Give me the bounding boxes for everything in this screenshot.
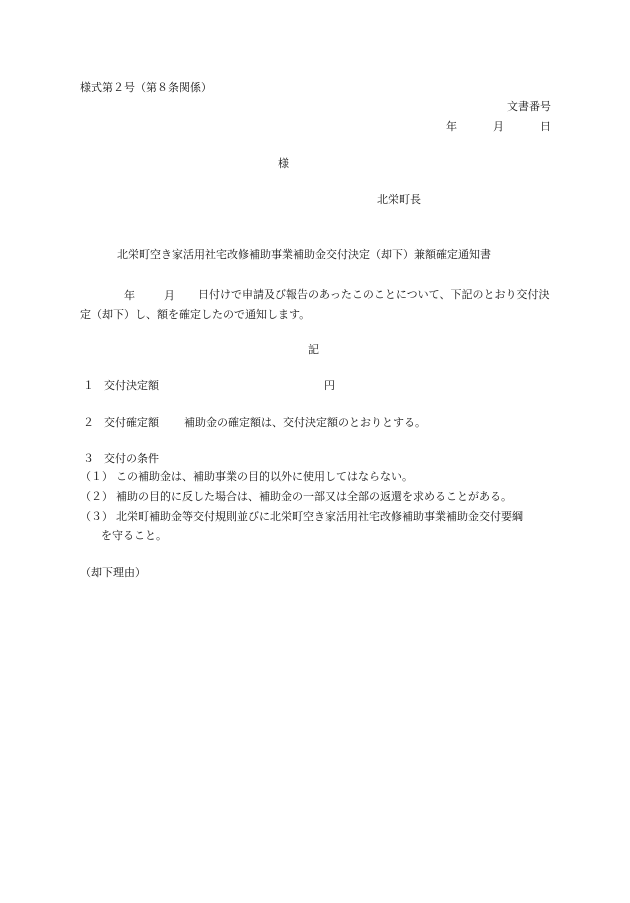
date-day-label: 日 bbox=[540, 120, 551, 133]
rejection-reason-label: （却下理由） bbox=[80, 566, 146, 579]
item-number: ３ bbox=[83, 452, 94, 465]
intro-month: 月 bbox=[164, 289, 175, 302]
condition-number: （３） bbox=[80, 510, 113, 523]
recipient-honorific: 様 bbox=[278, 157, 289, 170]
item-value: 円 bbox=[324, 379, 335, 392]
item-label: 交付決定額 bbox=[104, 379, 159, 392]
item-number: ２ bbox=[83, 416, 94, 429]
condition-text: この補助金は、補助事業の目的以外に使用してはならない。 bbox=[116, 470, 413, 483]
condition-text: 補助の目的に反した場合は、補助金の一部又は全部の返還を求めることがある。 bbox=[116, 490, 512, 503]
document-number-label: 文書番号 bbox=[507, 100, 551, 113]
document-title: 北栄町空き家活用社宅改修補助事業補助金交付決定（却下）兼額確定通知書 bbox=[117, 248, 491, 261]
condition-text: 北栄町補助金等交付規則並びに北栄町空き家活用社宅改修補助事業補助金交付要綱 bbox=[116, 510, 523, 523]
date-year-label: 年 bbox=[446, 120, 457, 133]
intro-year: 年 bbox=[124, 289, 135, 302]
item-label: 交付確定額 bbox=[104, 416, 159, 429]
item-label: 交付の条件 bbox=[104, 452, 159, 465]
condition-number: （１） bbox=[80, 470, 113, 483]
ki-heading: 記 bbox=[308, 343, 319, 356]
form-label: 様式第２号（第８条関係） bbox=[80, 81, 212, 94]
item-value: 補助金の確定額は、交付決定額のとおりとする。 bbox=[184, 416, 426, 429]
intro-text: 日付けで申請及び報告のあったこのことについて、下記のとおり交付決定（却下）し、額を確定したので通知します。 bbox=[80, 288, 550, 321]
date-month-label: 月 bbox=[493, 120, 504, 133]
item-number: １ bbox=[83, 379, 94, 392]
condition-continuation: を守ること。 bbox=[101, 529, 167, 542]
sender-title: 北栄町長 bbox=[377, 193, 421, 206]
condition-number: （２） bbox=[80, 490, 113, 503]
